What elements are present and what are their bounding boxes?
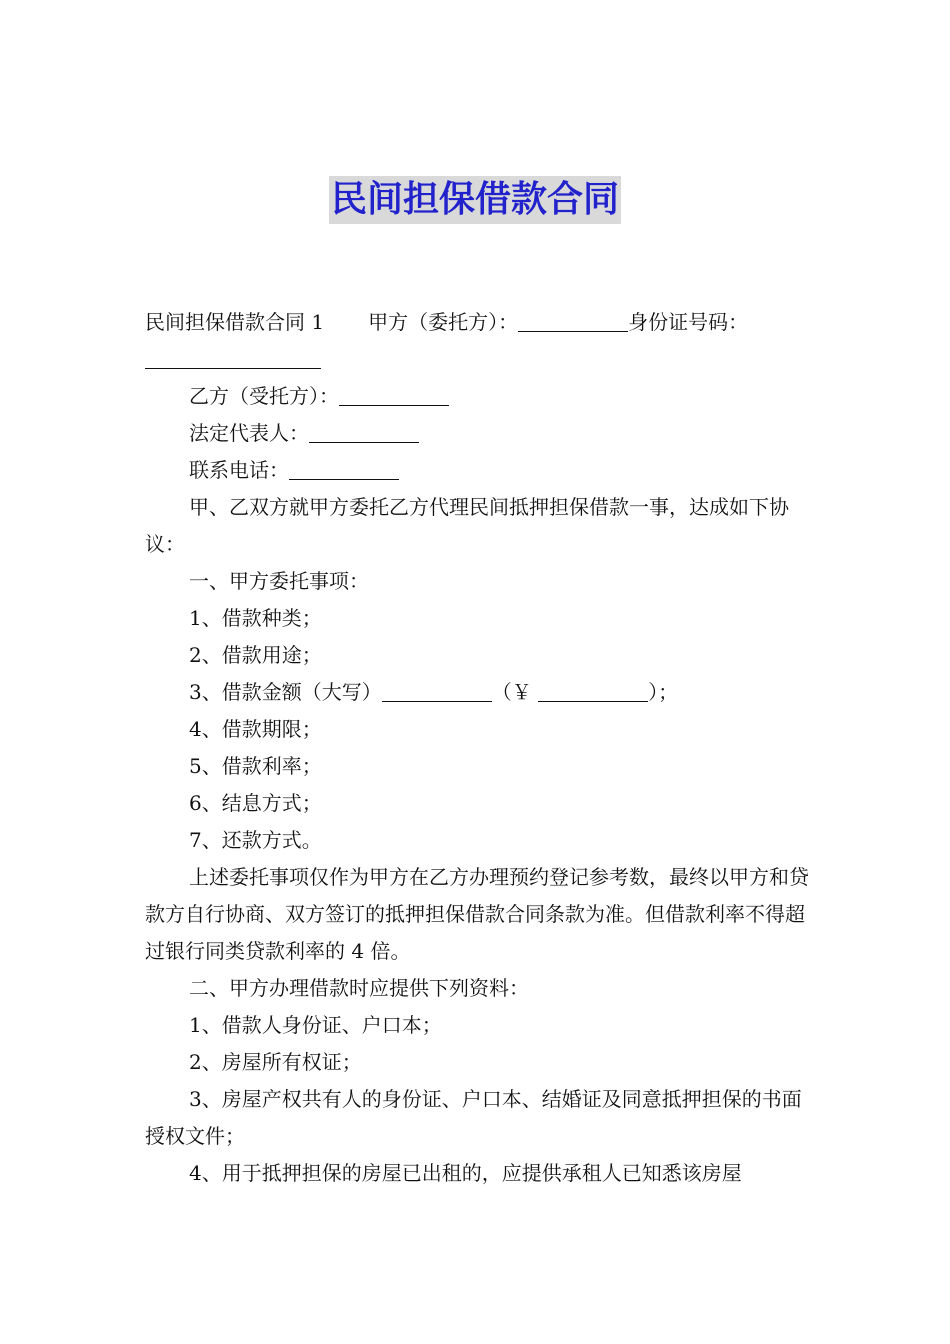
legal-rep-label: 法定代表人： (189, 421, 309, 445)
section2-item-4: 4、用于抵押担保的房屋已出租的，应提供承租人已知悉该房屋 (189, 1161, 742, 1185)
header-line (145, 304, 815, 378)
document-title: 民间担保借款合同 (329, 176, 621, 224)
id-label: 身份证号码： (628, 310, 749, 334)
amount-number-blank (538, 681, 648, 702)
section1-note: 上述委托事项仅作为甲方在乙方办理预约登记参考数，最终以甲方和贷款方自行协商、双方签订的抵押担保借款合同条款为准。但借款利率不得超过银行同类贷款利率的 4 倍。 (145, 865, 809, 963)
section1-item-6: 6、结息方式； (189, 791, 322, 815)
document-title-wrap (0, 176, 950, 224)
party-b-blank (339, 385, 449, 406)
section1-heading: 一、甲方委托事项： (189, 569, 369, 593)
loan-amount-label: 3、借款金额（大写） (189, 680, 382, 704)
party-a-label: 甲方（委托方）： (368, 310, 519, 334)
section2-heading: 二、甲方办理借款时应提供下列资料： (189, 976, 529, 1000)
section1-item-7: 7、还款方式。 (189, 828, 322, 852)
legal-rep-blank (309, 422, 419, 443)
yuan-sign: （￥ (491, 680, 532, 704)
section2-item-3: 3、房屋产权共有人的身份证、户口本、结婚证及同意抵押担保的书面授权文件； (145, 1087, 802, 1148)
party-b-line (145, 378, 815, 415)
intro-paragraph: 甲、乙双方就甲方委托乙方代理民间抵押担保借款一事，达成如下协议： (145, 495, 789, 556)
section1-item-1: 1、借款种类； (189, 606, 322, 630)
section1-item-5: 5、借款利率； (189, 754, 322, 778)
party-b-label: 乙方（受托方）： (189, 384, 339, 408)
phone-line (145, 452, 815, 489)
legal-rep-line (145, 415, 815, 452)
phone-blank (289, 459, 399, 480)
document-body (145, 304, 815, 1192)
section1-item-3 (145, 674, 815, 711)
section1-item-4: 4、借款期限； (189, 717, 322, 741)
section2-item-2: 2、房屋所有权证； (189, 1050, 362, 1074)
phone-label: 联系电话： (189, 458, 289, 482)
amount-close: ）； (648, 680, 679, 704)
section1-item-2: 2、借款用途； (189, 643, 322, 667)
id-blank (145, 348, 321, 369)
amount-words-blank (382, 681, 492, 702)
section2-item-1: 1、借款人身份证、户口本； (189, 1013, 442, 1037)
party-a-blank (518, 311, 628, 332)
doc-name: 民间担保借款合同 1 (145, 310, 325, 334)
